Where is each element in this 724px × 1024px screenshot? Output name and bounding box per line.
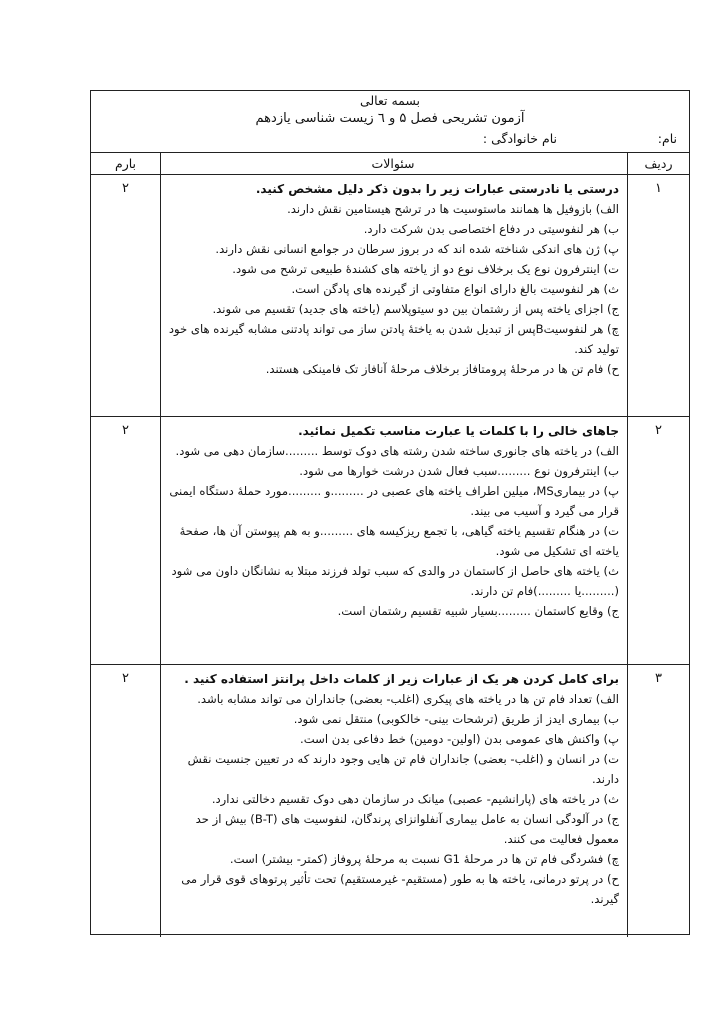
question-title: جاهای خالی را با کلمات یا عبارت مناسب تکمیل نمائید.: [298, 424, 619, 438]
question-item: ب) اینترفرون نوع .........سبب فعال شدن درشت خوارها می شود.: [299, 464, 619, 478]
question-item: ث) در یاخته های (پارانشیم- عصبی) میانک در سازمان دهی دوک تقسیم دخالتی ندارد.: [211, 792, 619, 806]
question-score: ۲: [91, 417, 161, 664]
question-content: [161, 665, 627, 937]
family-name-label: نام خانوادگی :: [482, 131, 557, 146]
question-item: الف) بازوفیل ها همانند ماستوسیت ها در ترشح هیستامین نقش دارند.: [287, 202, 619, 216]
question-item: چ) هر لنفوسیتBپس از تبدیل شدن به یاختهٔ پادتن ساز می تواند پادتنی مشابه گیرنده های خود تولید کند.: [168, 322, 619, 356]
question-item: ح) فام تن ها در مرحلهٔ پرومتافاز برخلاف مرحلهٔ آنافاز تک فامینکی هستند.: [265, 362, 619, 376]
question-item: پ) واکنش های عمومی بدن (اولین- دومین) خط دفاعی بدن است.: [300, 732, 619, 746]
question-title: برای کامل کردن هر یک از عبارات زیر از کلمات داخل پرانتز استفاده کنید .: [184, 672, 619, 686]
question-item: ت) اینترفرون نوع یک برخلاف نوع دو از یاخته های کشندهٔ طبیعی ترشح می شود.: [232, 262, 619, 276]
question-item: ث) یاخته های حاصل از کاستمان در والدی که سبب تولد فرزند مبتلا به نشانگان داون می شود (.........یا .........)فام تن دارند.: [171, 564, 619, 598]
question-row: [91, 417, 689, 665]
question-item: پ) در بیماریMS، میلین اطراف یاخته های عصبی در .........و .........مورد حملهٔ دستگاه ایمنی قرار می گیرد و آسیب می بیند.: [169, 484, 619, 518]
question-item: ج) در آلودگی انسان به عامل بیماری آنفلوانزای پرندگان، لنفوسیت های (B-T) بیش از حد معمول فعالیت می کنند.: [195, 812, 619, 846]
question-item: ب) هر لنفوسیتی در دفاع اختصاصی بدن شرکت دارد.: [363, 222, 619, 236]
exam-header: [91, 91, 689, 153]
question-number: ۱: [627, 175, 689, 416]
question-item: الف) در یاخته های جانوری ساخته شدن رشته های دوک توسط .........سازمان دهی می شود.: [175, 444, 619, 458]
question-content: [161, 175, 627, 416]
question-item: ب) بیماری ایدز از طریق (ترشحات بینی- خالکوبی) منتقل نمی شود.: [293, 712, 619, 726]
exam-sheet: [90, 90, 690, 935]
question-row: [91, 175, 689, 417]
table-header-row: [91, 153, 689, 175]
question-item: ج) اجزای یاخته پس از رشتمان بین دو سیتوپلاسم (یاخته های جدید) تقسیم می شوند.: [212, 302, 619, 316]
question-number: ۳: [627, 665, 689, 937]
question-score: ۲: [91, 175, 161, 416]
name-label: نام:: [657, 131, 677, 146]
question-item: ح) در پرتو درمانی، یاخته ها به طور (مستقیم- غیرمستقیم) تحت تأثیر پرتوهای قوی قرار می گیرند.: [181, 872, 619, 906]
column-header-questions: سئوالات: [371, 156, 415, 171]
column-header-score: بارم: [91, 153, 161, 174]
question-row: [91, 665, 689, 937]
question-item: چ) فشردگی فام تن ها در مرحلهٔ G1 نسبت به مرحلهٔ پروفاز (کمتر- بیشتر) است.: [229, 852, 619, 866]
question-item: الف) تعداد فام تن ها در یاخته های پیکری (اغلب- بعضی) جانداران می تواند مشابه باشد.: [197, 692, 619, 706]
question-score: ۲: [91, 665, 161, 937]
exam-title: آزمون تشریحی فصل ۵ و ٦ زیست شناسی یازدهم: [255, 111, 525, 126]
question-title: درستی یا نادرستی عبارات زیر را بدون ذکر دلیل مشخص کنید.: [255, 182, 619, 196]
question-item: ث) هر لنفوسیت بالغ دارای انواع متفاوتی از گیرنده های پادگن است.: [291, 282, 619, 296]
question-content: [161, 417, 627, 664]
header-invocation: بسمه تعالی: [359, 93, 421, 108]
question-item: پ) ژن های اندکی شناخته شده اند که در بروز سرطان در جوامع انسانی نقش دارند.: [215, 242, 619, 256]
question-number: ۲: [627, 417, 689, 664]
question-item: ت) در انسان و (اغلب- بعضی) جانداران فام تن هایی وجود دارند که در تعیین جنسیت نقش دارند.: [187, 752, 619, 786]
column-header-radif: ردیف: [627, 153, 689, 174]
question-item: ج) وقایع کاستمان .........بسیار شبیه تقسیم رشتمان است.: [337, 604, 619, 618]
question-item: ت) در هنگام تقسیم یاخته گیاهی، با تجمع ریزکیسه های .........و به هم پیوستن آن ها، صفحهٔ یاخته ای تشکیل می شود.: [179, 524, 619, 558]
